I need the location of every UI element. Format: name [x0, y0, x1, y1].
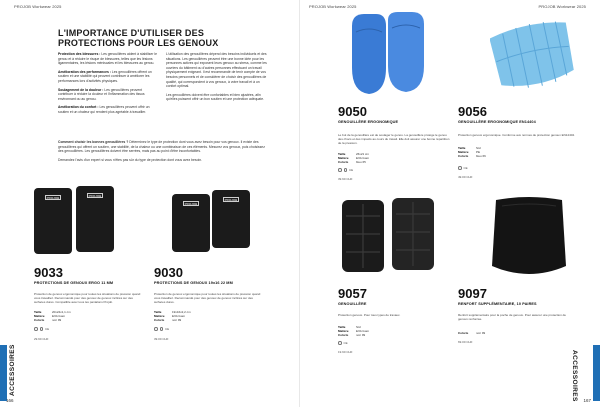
product-specs: Taille Std Matière EVA foam Coloris noir 99	[338, 325, 370, 337]
article-paragraph: Protection des blessures : Les genouillères aident à stabiliser le genou et à réduire le risque de blessures, telles que les lésions ligamentaires, les lésions méniscales et les blessures au genou.	[58, 52, 157, 66]
projob-logo: PROJOB	[224, 198, 238, 202]
article-paragraph: Demandez l'avis d'un expert si vous n'êtes pas sûr du type de protection dont vous avez besoin.	[58, 157, 203, 162]
product-name: GENOUILLÈRE	[338, 302, 367, 306]
article-paragraph: Les genouillères doivent être confortables et bien ajustées, afin qu'elles puissent offrir un bon soutien et une protection adéquate.	[166, 92, 265, 102]
certification-icons: CE	[338, 341, 348, 345]
article-paragraph: Amélioration du confort : Les genouillères peuvent offrir un soutien et un chaleur qui rendent plus agréable à travailler.	[58, 105, 150, 114]
certification-icons: CE	[154, 327, 169, 331]
product-price: 69.00 CHF	[458, 340, 473, 344]
product-sku: 9033	[34, 265, 63, 280]
running-header-left: PROJOB Workwear 2025	[309, 4, 357, 9]
product-sku: 9057	[338, 286, 367, 301]
knee-pad-plate	[172, 194, 210, 252]
product-image-9057	[338, 196, 438, 276]
product-sku: 9097	[458, 286, 487, 301]
product-price: 39.90 CHF	[338, 177, 353, 181]
article-paragraph: Soulagement de la douleur : Les genouillères peuvent contribuer à réduire la douleur et l'inflammation des tissus environnant ou au genou.	[58, 87, 145, 101]
cert-icon	[458, 166, 462, 170]
projob-logo: PROJOB	[88, 194, 102, 198]
article-paragraph: Amélioration des performances : Les genouillères offrent un soutien et une stabilité qui peuvent contribuer à améliorer les performances lors d'activités physiques.	[58, 69, 152, 83]
product-name: PROTECTIONS DE GENOUX ERGO 11 MM	[34, 281, 114, 285]
cert-icon	[40, 327, 44, 331]
article-paragraph: Comment choisir les bonnes genouillères ? Déterminez le type de protection dont vous avez besoin pour vos genoux. Il existe des genouillères qui offrent un soutien, une stabilité, de la chaleur ou une combinaison de ces éléments. Mesurez vos genoux, puis choisissez des genouillères. Les genouillères doivent être serrées, mais pas au point d'être inconfortables.	[58, 140, 265, 154]
product-name: PROTECTIONS DE GENOUX 19x16 22 MM	[154, 281, 233, 285]
product-image-9097	[486, 196, 572, 278]
projob-logo: PROJOB	[46, 196, 60, 200]
product-name: RENFORT SUPPLÉMENTAIRE, 10 PAIRES	[458, 302, 537, 306]
product-description: Renfort supplémentaire pour la poche de genoux. Pour assurer une protection de genoux renforcée.	[458, 313, 566, 321]
cert-icon	[34, 327, 38, 331]
cert-icon	[338, 168, 342, 172]
projob-logo: PROJOB	[184, 202, 198, 206]
section-label: ACCESSOIRES	[9, 344, 16, 396]
product-sku: 9056	[458, 104, 487, 119]
cert-icon	[160, 327, 164, 331]
product-price: 19.90 CHF	[338, 350, 353, 354]
certification-icons: CE	[458, 166, 468, 170]
product-specs: Taille 20x24x1,1 cm Matière EVA foam Coloris noir 99	[34, 310, 71, 322]
product-description: Protection de genoux ergonomique pour toutes les situations de pression quand vous travaillez. Recommandé pour des genoux de genoux inclinés sur des surfaces dures.	[154, 292, 261, 304]
product-description: Protection genoux ergonomique. Conforme aux normes de protection genoux EN14404.	[458, 133, 575, 137]
product-image-9050	[346, 12, 428, 98]
article-advice	[58, 140, 270, 166]
section-tab	[593, 345, 600, 401]
product-sku: 9030	[154, 265, 183, 280]
product-specs: Taille Std Matière PE Coloris bleu 66	[458, 146, 486, 158]
certification-icons: CE	[338, 168, 353, 172]
knee-pad-plate	[34, 188, 72, 254]
product-description: Protection genoux. Pour tous types de travaux.	[338, 313, 401, 317]
right-page	[300, 0, 600, 407]
product-specs: Taille 26x21 cm Matière EVA foam Coloris bleu 65	[338, 152, 370, 164]
product-image-9056	[490, 20, 576, 92]
cert-icon	[338, 341, 342, 345]
article-column-2	[166, 52, 270, 106]
product-specs: Taille 19x16x2,2 cm Matière EVA foam Coloris noir 99	[154, 310, 191, 322]
product-sku: 9050	[338, 104, 367, 119]
product-specs: Coloris noir 99	[458, 331, 486, 335]
product-price: 39.00 CHF	[154, 337, 169, 341]
article-title: L'IMPORTANCE D'UTILISER DES PROTECTIONS POUR LES GENOUX	[58, 28, 219, 48]
certification-icons: CE	[34, 327, 49, 331]
product-description: Le but de la genouillère est de soulager le genou. La genouillère protège le genou des chocs et des impacts au cours du travail. Elle doit assurer une bonne répartition de la pression.	[338, 133, 450, 145]
product-name: GENOUILLÈRE ERGONOMIQUE	[338, 120, 399, 124]
product-name: GENOUILLÈRE ERGONOMIQUE EN14404	[458, 120, 536, 124]
knee-pad-plate	[76, 186, 114, 252]
cert-icon	[154, 327, 158, 331]
article-column-1	[58, 52, 158, 119]
article-paragraph: L'utilisation des genouillères dépend des besoins individuels et des situations. Les genouillères peuvent être une bonne idée pour les personnes actives qui exposent leurs genoux au stress, comme les ouvriers du bâtiment ou d'autres personnes effectuant un travail physiquement exigeant. Il est recommandé de tenir compte de vos besoins personnels et de considérer de choisir des genouillères de qualité, qui correspondent à vos genoux, à votre travail et à un confort optimal.	[166, 52, 267, 89]
section-tab	[0, 345, 7, 401]
cert-icon	[344, 168, 348, 172]
running-header-right: PROJOB Workwear 2025	[538, 4, 586, 9]
product-price: 49.00 CHF	[458, 175, 473, 179]
product-image-9030	[172, 186, 258, 256]
section-label: ACCESSOIRES	[571, 350, 578, 402]
page-number: 166	[6, 398, 14, 403]
page-number: 167	[583, 398, 591, 403]
product-price: 29.90 CHF	[34, 337, 49, 341]
product-image-9033	[34, 186, 118, 256]
knee-pad-plate	[212, 190, 250, 248]
running-header-left: PROJOB Workwear 2025	[14, 4, 62, 9]
product-description: Protection de genoux ergonomique pour toutes les situations de pression quand vous travaillez. Recommandé pour des genoux de genoux inclinés sur des surfaces dures. Compatible avec tous les pantalons Projob.	[34, 292, 141, 304]
